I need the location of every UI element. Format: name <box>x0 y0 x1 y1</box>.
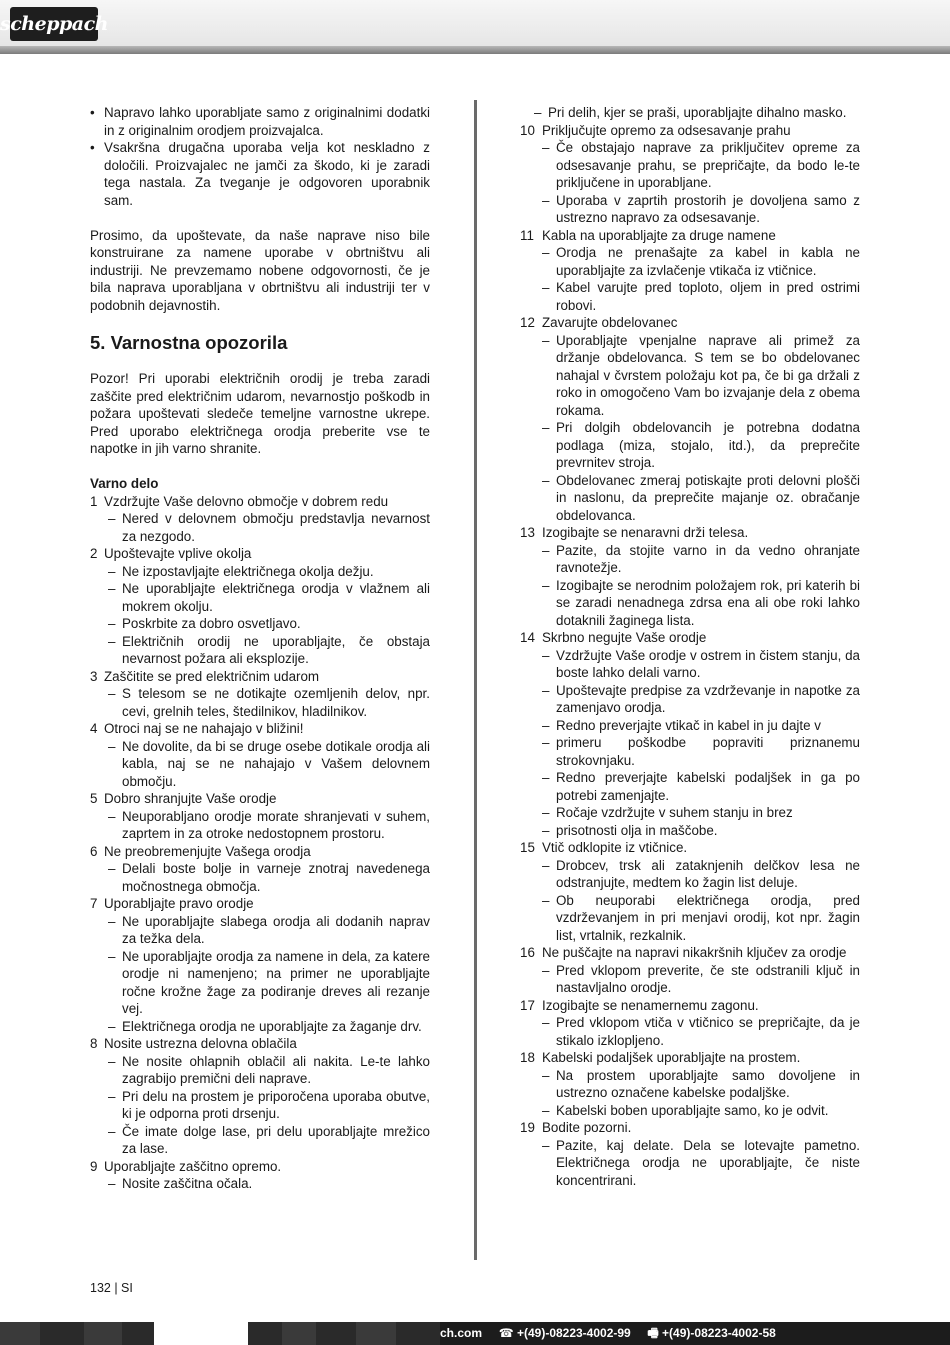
subheading: Varno delo <box>90 476 159 491</box>
item-title: Kabla na uporabljajte za druge namene <box>542 227 776 243</box>
safety-list <box>520 122 860 1190</box>
item-number: 19 <box>520 1120 535 1135</box>
footer-tile <box>40 1322 84 1345</box>
list-subitem <box>520 139 860 192</box>
dash-icon: – <box>108 948 116 964</box>
list-item <box>520 944 860 962</box>
dash-icon: – <box>542 332 550 348</box>
bullet-item <box>90 104 430 139</box>
subitem-text: Električnega orodja ne uporabljajte za žaganje drv. <box>122 1018 422 1034</box>
dash-icon: – <box>542 735 550 750</box>
header-rule <box>0 46 950 54</box>
footer-fax: 🖷 +(49)-08223-4002-58 <box>647 1326 776 1340</box>
item-title: Izogibajte se nenaravni drži telesa. <box>542 525 749 540</box>
list-item <box>520 122 860 140</box>
list-subitem <box>520 542 860 577</box>
dash-icon: – <box>542 805 550 820</box>
list-subitem <box>90 563 430 581</box>
bullet-dot-icon: • <box>90 105 95 120</box>
list-subitem <box>520 857 860 892</box>
subitem-text: Drobcev, trsk ali zataknjenih delčkov lesa ne odstranjujte, medtem ko žagin list deluje. <box>556 857 860 890</box>
list-item <box>520 1049 860 1067</box>
subitem-text: Pri dolgih obdelovancih je potrebna dodatna podlaga (miza, stojalo, itd.), da preprečite prevrnitev stroja. <box>556 420 860 470</box>
list-subitem <box>520 647 860 682</box>
subitem-text: Ne uporabljajte orodja za namene in dela, za katere orodje ni namenjeno; na primer ne uporabljajte ročne krožne žage za podiranje dreves ali rezanje vej. <box>122 948 430 1016</box>
dash-icon: – <box>108 1018 116 1034</box>
list-subitem <box>90 738 430 791</box>
footer-tile <box>248 1322 282 1345</box>
list-subitem <box>520 682 860 717</box>
dash-icon: – <box>542 770 550 785</box>
dash-icon: – <box>108 633 116 649</box>
subitem-text: Ob neuporabi električnega orodja, pred vzdrževanjem in pri menjavi orodij, kot npr. žagin list, vrtalnik, rezkalnik. <box>556 892 860 943</box>
list-item <box>90 895 430 913</box>
item-number: 12 <box>520 315 535 330</box>
bullet-text: Napravo lahko uporabljate samo z originalnimi dodatki in z originalnim orodjem proizvajalca. <box>104 105 430 138</box>
footer-tile <box>122 1322 154 1345</box>
dash-icon: – <box>542 682 550 698</box>
item-number: 17 <box>520 997 535 1013</box>
dash-icon: – <box>542 140 550 155</box>
subitem-text: Kabel varujte pred toploto, oljem in pred ostrimi robovi. <box>556 280 860 313</box>
item-number: 7 <box>90 896 98 911</box>
list-item <box>520 839 860 857</box>
subitem-text: Ne uporabljajte električnega orodja v vlažnem ali mokrem okolju. <box>122 581 430 614</box>
safety-list <box>90 493 430 1193</box>
subitem-text: Pred vklopom vtiča v vtičnico se prepričajte, da je stikalo izklopljeno. <box>556 1015 860 1048</box>
item-title: Dobro shranjujte Vaše orodje <box>104 791 277 806</box>
list-item <box>520 629 860 647</box>
dash-icon: – <box>542 717 550 733</box>
brand-logo <box>0 7 108 41</box>
list-subitem <box>90 860 430 895</box>
bullet-dot-icon: • <box>90 140 95 155</box>
dash-icon: – <box>542 280 550 295</box>
item-title: Uporabljajte pravo orodje <box>104 896 254 911</box>
dash-icon: – <box>542 192 550 208</box>
list-item <box>90 668 430 686</box>
dash-icon: – <box>108 563 116 579</box>
subitem-text: Če obstajajo naprave za priključitev opreme za odsesavanje prahu, se prepričajte, da bodo le-te priključene in uporabljane. <box>556 140 860 190</box>
item-number: 10 <box>520 122 535 138</box>
dash-icon: – <box>542 1015 550 1030</box>
dash-icon: – <box>108 808 116 824</box>
list-subitem <box>520 962 860 997</box>
footer-tile <box>396 1322 440 1345</box>
intro-paragraph: Prosimo, da upoštevate, da naše naprave niso bile konstruirane za namene uporabe v obrtništvu ali industriji. Ne prevzemamo nobene odgovornosti, če je bila naprava uporabljana v obrtništvu ali industriji ter v podobnih dejavnostih. <box>90 227 430 313</box>
subitem-text: Pazite, da stojite varno in da vedno ohranjate ravnotežje. <box>556 542 860 575</box>
subitem-text: Ne uporabljajte slabega orodja ali dodanih naprav za težka dela. <box>122 913 430 946</box>
item-title: Priključujte opremo za odsesavanje prahu <box>542 122 791 138</box>
list-item <box>520 997 860 1015</box>
list-item <box>520 314 860 332</box>
subitem-text: Ne nosite ohlapnih oblačil ali nakita. Le-te lahko zagrabijo premični deli naprave. <box>122 1053 430 1086</box>
footer-tile <box>154 1322 248 1345</box>
subitem-text: Poskrbite za dobro osvetljavo. <box>122 616 301 631</box>
subitem-text: primeru poškodbe popraviti priznanemu strokovnjaku. <box>556 735 860 768</box>
dash-icon: – <box>542 245 550 260</box>
item-title: Uporabljajte zaščitno opremo. <box>104 1158 282 1174</box>
dash-icon: – <box>542 1102 550 1118</box>
list-subitem <box>520 244 860 279</box>
subitem-text: Nered v delovnem območju predstavlja nevarnost za nezgodo. <box>122 511 430 544</box>
list-item <box>90 545 430 563</box>
list-subitem <box>520 822 860 840</box>
subitem-text: Ne dovolite, da bi se druge osebe dotikale orodja ali kabla, naj se ne nahajajo v Vašem delovnem območju. <box>122 738 430 789</box>
subitem-text: prisotnosti olja in maščobe. <box>556 822 718 838</box>
list-subitem <box>520 332 860 420</box>
list-subitem <box>520 1102 860 1120</box>
dash-icon: – <box>542 542 550 558</box>
dash-icon: – <box>542 420 550 435</box>
dash-icon: – <box>108 686 116 701</box>
item-number: 5 <box>90 791 98 806</box>
footer-web: ch.com <box>440 1326 483 1340</box>
subitem-text: Redno preverjajte kabelski podaljšek in ga po potrebi zamenjajte. <box>556 770 860 803</box>
item-title: Ne puščajte na napravi nikakršnih ključev za orodje <box>542 945 847 960</box>
item-number: 4 <box>90 721 98 736</box>
subitem-text: Ne izpostavljajte električnega okolja dežju. <box>122 563 374 579</box>
subitem-text: Nosite zaščitna očala. <box>122 1176 253 1191</box>
list-subitem: – Pri delih, kjer se praši, uporabljajte dihalno masko. <box>534 105 847 120</box>
footer-contact <box>440 1322 776 1345</box>
subitem-text: Izogibajte se nerodnim položajem rok, pri katerih bi se zaradi nenadnega zdrsa ena ali obe roki lahko dotaknili žaginega lista. <box>556 577 860 628</box>
subitem-text: Pazite, kaj delate. Dela se lotevajte pametno. Električnega orodja ne uporabljajte, če niste koncentrirani. <box>556 1137 860 1188</box>
subitem-text: Orodja ne prenašajte za kabel in kabla ne uporabljajte za izvlačenje vtikača iz vtičnice. <box>556 245 860 278</box>
subitem-text: Obdelovanec zmeraj potiskajte proti delovni plošči in naslonu, da preprečite majanje oz. obračanje obdelovanca. <box>556 472 860 523</box>
item-number: 2 <box>90 546 98 561</box>
footer-tile <box>0 1322 40 1345</box>
list-subitem <box>90 808 430 843</box>
dash-icon: – <box>542 857 550 873</box>
item-number: 16 <box>520 945 535 960</box>
list-subitem <box>520 1014 860 1049</box>
list-subitem <box>90 510 430 545</box>
list-subitem <box>520 192 860 227</box>
footer-tile <box>316 1322 356 1345</box>
item-title: Upoštevajte vplive okolja <box>104 546 252 561</box>
dash-icon: – <box>108 1053 116 1069</box>
dash-icon: – <box>542 472 550 488</box>
footer-tile <box>84 1322 122 1345</box>
list-item <box>90 493 430 511</box>
subitem-text: Upoštevajte predpise za vzdrževanje in napotke za zamenjavo orodja. <box>556 682 860 715</box>
list-subitem <box>90 1175 430 1193</box>
item-title: Kabelski podaljšek uporabljajte na prostem. <box>542 1050 801 1065</box>
item-title: Otroci naj se ne nahajajo v bližini! <box>104 721 304 736</box>
subitem-text: Uporabljajte vpenjalne naprave ali primež za držanje obdelovanca. S tem se bo obdelovanec nahajal v čvrstem položaju kot pa, če bi ga držali z roko in omogočeno Vam bo izvajanje dela z obema rokama. <box>556 332 860 418</box>
item-title: Skrbno negujte Vaše orodje <box>542 630 707 645</box>
footer-tile <box>282 1322 316 1345</box>
dash-icon: – <box>542 647 550 663</box>
list-subitem <box>520 472 860 525</box>
list-subitem <box>90 580 430 615</box>
item-title: Izogibajte se nenamernemu zagonu. <box>542 997 759 1013</box>
subitem-text: Če imate dolge lase, pri delu uporabljajte mrežico za lase. <box>122 1123 430 1156</box>
list-subitem <box>90 1053 430 1088</box>
dash-icon: – <box>542 1137 550 1153</box>
item-number: 14 <box>520 630 535 645</box>
list-subitem <box>90 913 430 948</box>
list-subitem <box>520 1137 860 1190</box>
dash-icon: – <box>542 577 550 593</box>
dash-icon: – <box>542 892 550 908</box>
list-subitem <box>520 769 860 804</box>
list-subitem <box>520 734 860 769</box>
list-item <box>90 1158 430 1176</box>
list-subitem <box>520 577 860 630</box>
column-divider <box>474 100 477 1260</box>
list-subitem <box>90 1018 430 1036</box>
bullet-item <box>90 139 430 209</box>
section-title: 5. Varnostna opozorila <box>90 332 288 353</box>
footer-tile <box>356 1322 396 1345</box>
item-number: 13 <box>520 525 535 540</box>
item-title: Vzdržujte Vaše delovno območje v dobrem redu <box>104 493 389 509</box>
item-number: 6 <box>90 843 98 859</box>
list-subitem <box>520 804 860 822</box>
dash-icon: – <box>534 105 542 120</box>
dash-icon: – <box>542 1067 550 1083</box>
item-number: 15 <box>520 840 535 855</box>
item-title: Zaščitite se pred električnim udarom <box>104 668 320 684</box>
dash-icon: – <box>108 861 116 876</box>
subitem-text: Električnih orodij ne uporabljajte, če obstaja nevarnost požara ali eksplozije. <box>122 633 430 666</box>
list-item <box>90 1035 430 1053</box>
subitem-text: Delali boste bolje in varneje znotraj navedenega močnostnega območja. <box>122 861 430 894</box>
right-column <box>520 104 860 1189</box>
list-subitem <box>520 892 860 945</box>
list-subitem <box>90 1088 430 1123</box>
list-item <box>520 524 860 542</box>
item-title: Zavarujte obdelovanec <box>542 315 678 330</box>
subitem-text: Kabelski boben uporabljajte samo, ko je odvit. <box>556 1102 829 1118</box>
warning-paragraph: Pozor! Pri uporabi električnih orodij je treba zaradi zaščite pred električnim udarom, nevarnostjo poškodb in požara upoštevati sledeče temeljne varnostne ukrepe. Pred uporabo električnega orodja preberite vse te napotke in jih varno shranite. <box>90 371 430 456</box>
logo-text: scheppach <box>0 13 108 35</box>
subitem-text: Pri delu na prostem je priporočena uporaba obutve, ki je odporna proti drsenju. <box>122 1088 430 1121</box>
item-number: 1 <box>90 493 98 509</box>
item-number: 18 <box>520 1050 535 1065</box>
list-subitem <box>90 633 430 668</box>
item-number: 11 <box>520 227 534 243</box>
list-item <box>520 227 860 245</box>
left-column <box>90 104 430 1193</box>
subitem-text: Redno preverjajte vtikač in kabel in ju dajte v <box>556 717 821 733</box>
dash-icon: – <box>108 1123 116 1139</box>
item-title: Ne preobremenjujte Vašega orodja <box>104 843 311 859</box>
list-subitem <box>90 948 430 1018</box>
list-item <box>520 1119 860 1137</box>
subitem-text: Vzdržujte Vaše orodje v ostrem in čistem stanju, da boste lahko delali varno. <box>556 647 860 680</box>
subitem-text: Na prostem uporabljajte samo dovoljene in ustrezno označene kabelske podaljške. <box>556 1067 860 1100</box>
dash-icon: – <box>108 616 116 631</box>
subitem-text: Uporaba v zaprtih prostorih je dovoljena samo z ustrezno napravo za odsesavanje. <box>556 192 860 225</box>
bullet-text: Vsakršna drugačna uporaba velja kot neskladno z določili. Proizvajalec ne jamči za škodo, ki je zaradi tega nastala. Za tveganje je odgovoren uporabnik sam. <box>104 140 430 208</box>
list-subitem <box>90 685 430 720</box>
list-subitem <box>520 419 860 472</box>
item-number: 9 <box>90 1158 98 1174</box>
footer-phone: ☎ +(49)-08223-4002-99 <box>498 1326 631 1340</box>
list-subitem <box>90 1123 430 1158</box>
item-number: 8 <box>90 1036 98 1051</box>
dash-icon: – <box>108 913 116 929</box>
subitem-text: Pred vklopom preverite, če ste odstranili ključ in nastavljalno orodje. <box>556 962 860 995</box>
dash-icon: – <box>542 822 550 838</box>
subitem-text: Ročaje vzdržujte v suhem stanju in brez <box>556 805 793 820</box>
page-number: 132 | SI <box>90 1281 133 1295</box>
dash-icon: – <box>108 738 116 754</box>
dash-icon: – <box>108 581 116 596</box>
item-number: 3 <box>90 668 98 684</box>
dash-icon: – <box>108 1176 116 1191</box>
dash-icon: – <box>108 511 116 526</box>
list-item <box>90 720 430 738</box>
dash-icon: – <box>108 1088 116 1104</box>
item-title: Vtič odklopite iz vtičnice. <box>542 840 688 855</box>
subitem-text: Neuporabljano orodje morate shranjevati v suhem, zaprtem in za otroke nedostopnem prostoru. <box>122 808 430 841</box>
list-item <box>90 843 430 861</box>
list-subitem <box>520 1067 860 1102</box>
list-subitem <box>90 615 430 633</box>
item-title: Bodite pozorni. <box>542 1120 632 1135</box>
item-title: Nosite ustrezna delovna oblačila <box>104 1036 297 1051</box>
dash-icon: – <box>542 962 550 978</box>
header-band <box>0 0 950 46</box>
list-item <box>90 790 430 808</box>
list-subitem <box>520 717 860 735</box>
subitem-text: S telesom se ne dotikajte ozemljenih delov, npr. cevi, grelnih teles, štedilnikov, hladilnikov. <box>122 686 430 719</box>
list-subitem <box>520 279 860 314</box>
